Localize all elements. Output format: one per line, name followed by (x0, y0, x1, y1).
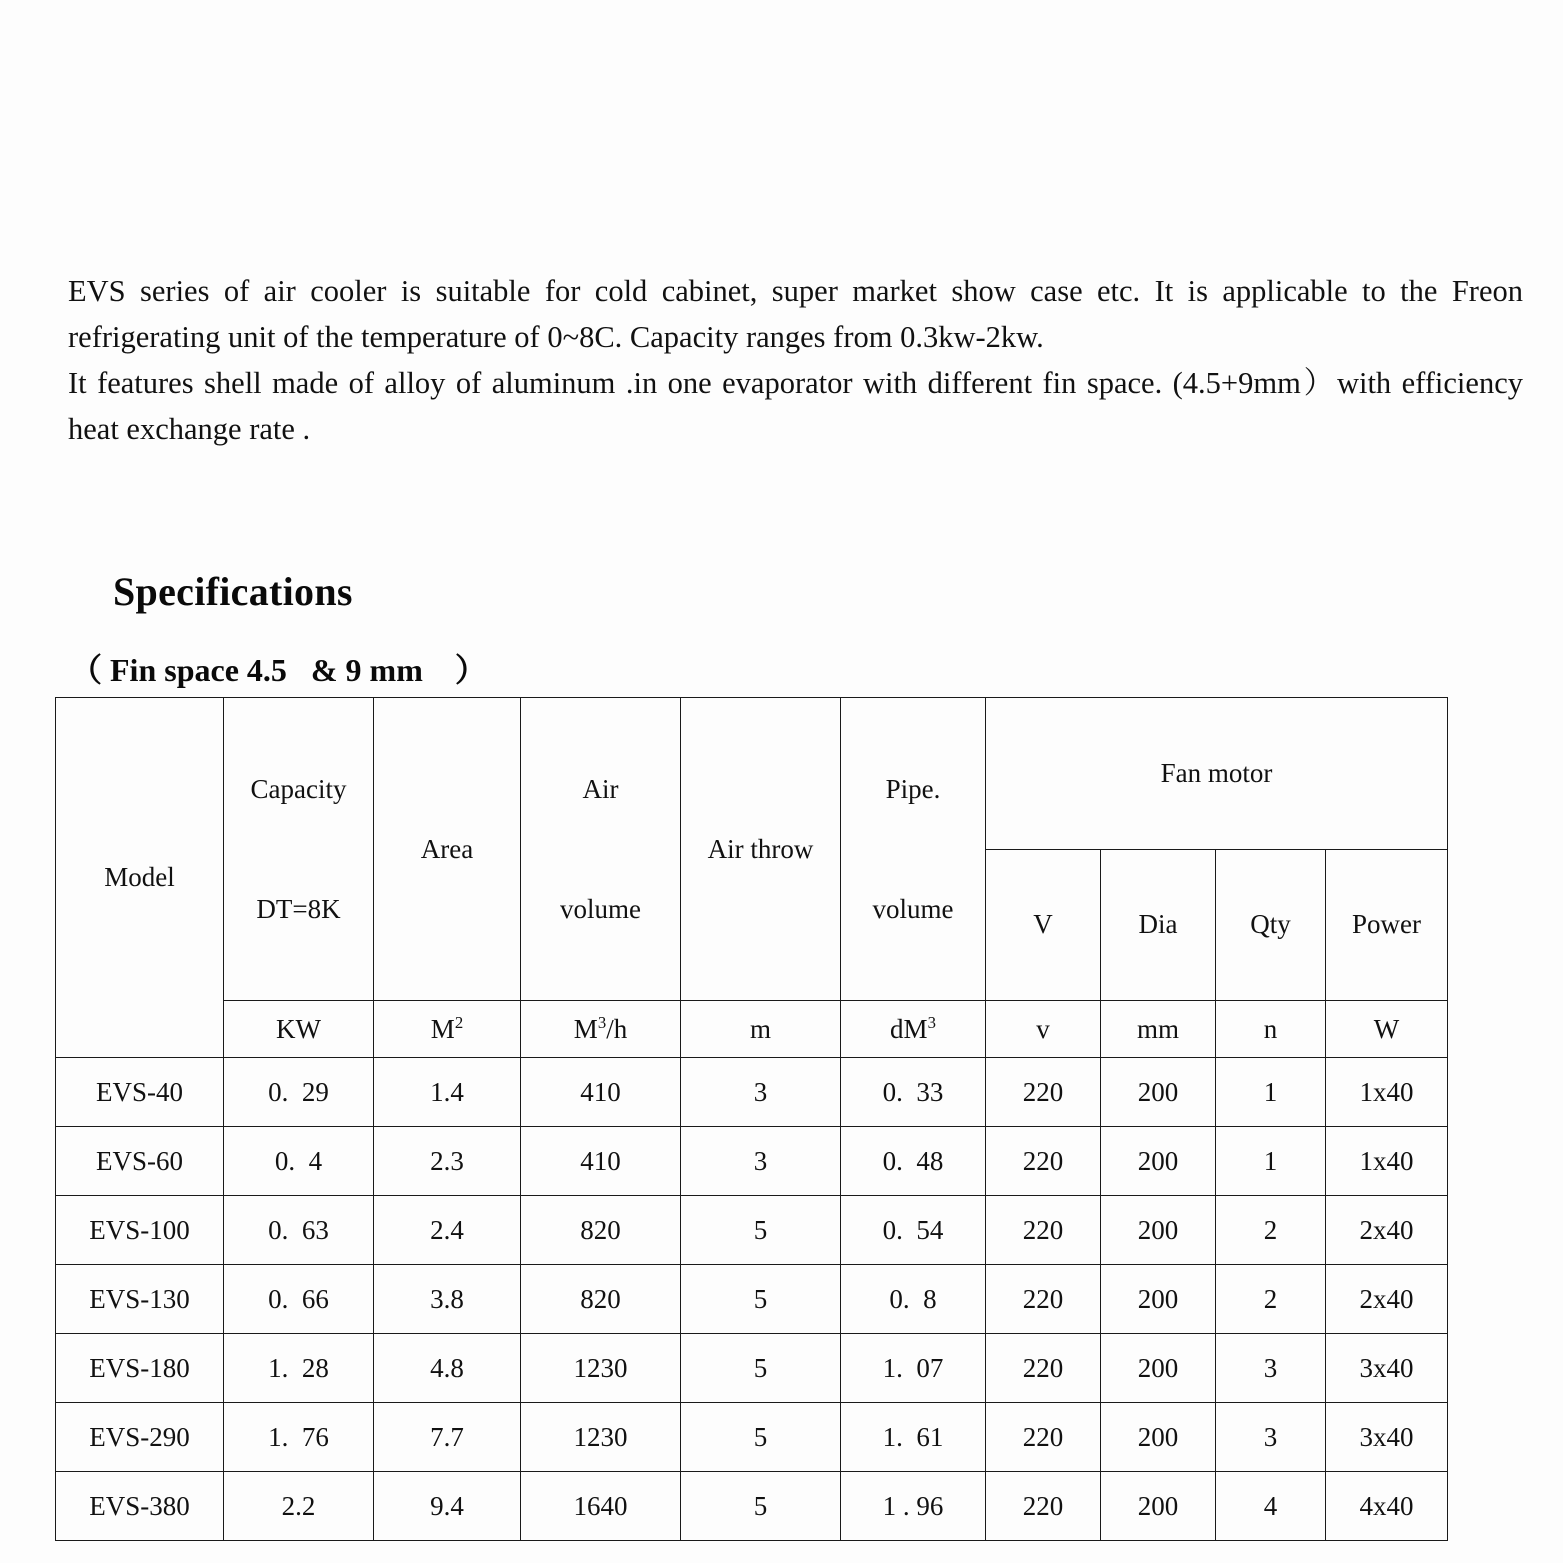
cell-fan-v: 220 (986, 1058, 1101, 1127)
unit-area-base: M (430, 1013, 455, 1044)
header-pipe-volume-line2: volume (872, 894, 954, 924)
table-row (56, 1058, 1448, 1127)
intro-paragraph-2: It features shell made of alloy of aluminum .in one evaporator with different fin space. (4.5+9mm）with efficiency heat exchange rate . (68, 366, 1523, 446)
header-fan-qty: Qty (1216, 849, 1326, 1001)
cell-area: 1.4 (374, 1058, 521, 1127)
header-pipe-volume (841, 698, 986, 1001)
unit-air-volume-suffix: /h (606, 1013, 628, 1044)
cell-fan-qty: 3 (1216, 1403, 1326, 1472)
cell-fan-power: 3x40 (1326, 1403, 1448, 1472)
fin-space-subheading: （ Fin space 4.5 & 9 mm ） (70, 652, 487, 688)
table-row (56, 1265, 1448, 1334)
header-fan-power: Power (1326, 849, 1448, 1001)
header-model: Model (56, 698, 224, 1058)
cell-fan-qty: 4 (1216, 1472, 1326, 1541)
header-air-volume-line1: Air (582, 774, 619, 804)
cell-fan-v: 220 (986, 1196, 1101, 1265)
cell-pipe-volume: 0. 33 (841, 1058, 986, 1127)
cell-fan-v: 220 (986, 1334, 1101, 1403)
cell-capacity: 0. 4 (224, 1127, 374, 1196)
table-header-row-1 (56, 698, 1448, 850)
header-fan-motor-group: Fan motor (986, 698, 1448, 850)
intro-paragraph-1: EVS series of air cooler is suitable for cold cabinet, super market show case etc. It is applicable to the Freon refrigerating unit of the temperature of 0~8C. Capacity ranges from 0.3kw-2kw. (68, 274, 1523, 354)
table-row (56, 1196, 1448, 1265)
unit-area-sup: 2 (454, 1012, 464, 1032)
cell-capacity: 2.2 (224, 1472, 374, 1541)
cell-air-throw: 5 (681, 1334, 841, 1403)
cell-fan-qty: 2 (1216, 1265, 1326, 1334)
cell-air-throw: 5 (681, 1403, 841, 1472)
cell-capacity: 0. 63 (224, 1196, 374, 1265)
cell-pipe-volume: 1 . 96 (841, 1472, 986, 1541)
specifications-table (55, 697, 1448, 1541)
cell-fan-dia: 200 (1101, 1265, 1216, 1334)
cell-air-throw: 5 (681, 1196, 841, 1265)
unit-capacity: KW (224, 1001, 374, 1058)
cell-air-volume: 1230 (521, 1403, 681, 1472)
cell-model: EVS-180 (56, 1334, 224, 1403)
specifications-heading: Specifications (113, 569, 353, 614)
cell-fan-dia: 200 (1101, 1472, 1216, 1541)
cell-pipe-volume: 1. 61 (841, 1403, 986, 1472)
cell-area: 2.3 (374, 1127, 521, 1196)
unit-fan-v: v (986, 1001, 1101, 1058)
cell-fan-v: 220 (986, 1403, 1101, 1472)
unit-pipe-volume (841, 1001, 986, 1058)
cell-air-throw: 3 (681, 1127, 841, 1196)
cell-fan-qty: 1 (1216, 1058, 1326, 1127)
cell-area: 4.8 (374, 1334, 521, 1403)
cell-fan-power: 4x40 (1326, 1472, 1448, 1541)
specifications-table-container (55, 697, 1447, 1541)
unit-air-volume (521, 1001, 681, 1058)
cell-air-throw: 3 (681, 1058, 841, 1127)
header-capacity-line2: DT=8K (256, 894, 341, 924)
cell-air-volume: 820 (521, 1265, 681, 1334)
cell-air-volume: 1640 (521, 1472, 681, 1541)
unit-area (374, 1001, 521, 1058)
cell-fan-dia: 200 (1101, 1127, 1216, 1196)
table-header (56, 698, 1448, 1058)
header-air-volume-line2: volume (560, 894, 641, 924)
cell-model: EVS-290 (56, 1403, 224, 1472)
cell-area: 7.7 (374, 1403, 521, 1472)
cell-fan-qty: 2 (1216, 1196, 1326, 1265)
cell-capacity: 1. 76 (224, 1403, 374, 1472)
table-row (56, 1334, 1448, 1403)
unit-fan-power: W (1326, 1001, 1448, 1058)
cell-air-volume: 1230 (521, 1334, 681, 1403)
cell-fan-qty: 3 (1216, 1334, 1326, 1403)
cell-fan-dia: 200 (1101, 1058, 1216, 1127)
cell-pipe-volume: 0. 54 (841, 1196, 986, 1265)
cell-capacity: 0. 29 (224, 1058, 374, 1127)
cell-fan-dia: 200 (1101, 1196, 1216, 1265)
cell-model: EVS-60 (56, 1127, 224, 1196)
cell-capacity: 0. 66 (224, 1265, 374, 1334)
cell-area: 9.4 (374, 1472, 521, 1541)
unit-air-volume-sup: 3 (597, 1012, 607, 1032)
table-units-row (56, 1001, 1448, 1058)
header-pipe-volume-line1: Pipe. (885, 774, 941, 804)
unit-fan-dia: mm (1101, 1001, 1216, 1058)
header-fan-dia: Dia (1101, 849, 1216, 1001)
header-area: Area (374, 698, 521, 1001)
cell-pipe-volume: 1. 07 (841, 1334, 986, 1403)
header-air-throw: Air throw (681, 698, 841, 1001)
unit-air-throw: m (681, 1001, 841, 1058)
table-row (56, 1472, 1448, 1541)
header-capacity (224, 698, 374, 1001)
cell-model: EVS-130 (56, 1265, 224, 1334)
cell-model: EVS-40 (56, 1058, 224, 1127)
cell-air-volume: 410 (521, 1127, 681, 1196)
cell-fan-power: 1x40 (1326, 1127, 1448, 1196)
table-row (56, 1127, 1448, 1196)
cell-fan-dia: 200 (1101, 1334, 1216, 1403)
cell-capacity: 1. 28 (224, 1334, 374, 1403)
cell-fan-qty: 1 (1216, 1127, 1326, 1196)
cell-fan-power: 2x40 (1326, 1265, 1448, 1334)
cell-fan-power: 1x40 (1326, 1058, 1448, 1127)
cell-area: 2.4 (374, 1196, 521, 1265)
unit-fan-qty: n (1216, 1001, 1326, 1058)
table-body (56, 1058, 1448, 1541)
cell-model: EVS-380 (56, 1472, 224, 1541)
table-row (56, 1403, 1448, 1472)
cell-air-volume: 410 (521, 1058, 681, 1127)
unit-pipe-volume-sup: 3 (927, 1012, 936, 1032)
cell-air-throw: 5 (681, 1265, 841, 1334)
cell-fan-power: 2x40 (1326, 1196, 1448, 1265)
header-air-volume (521, 698, 681, 1001)
cell-fan-dia: 200 (1101, 1403, 1216, 1472)
cell-fan-v: 220 (986, 1472, 1101, 1541)
header-fan-v: V (986, 849, 1101, 1001)
unit-pipe-volume-base: dM (890, 1013, 928, 1044)
cell-area: 3.8 (374, 1265, 521, 1334)
cell-fan-v: 220 (986, 1265, 1101, 1334)
cell-fan-power: 3x40 (1326, 1334, 1448, 1403)
cell-air-throw: 5 (681, 1472, 841, 1541)
cell-pipe-volume: 0. 8 (841, 1265, 986, 1334)
cell-air-volume: 820 (521, 1196, 681, 1265)
cell-pipe-volume: 0. 48 (841, 1127, 986, 1196)
unit-air-volume-base: M (573, 1013, 598, 1044)
cell-model: EVS-100 (56, 1196, 224, 1265)
cell-fan-v: 220 (986, 1127, 1101, 1196)
header-capacity-line1: Capacity (250, 774, 347, 804)
intro-text-block (68, 268, 1523, 452)
